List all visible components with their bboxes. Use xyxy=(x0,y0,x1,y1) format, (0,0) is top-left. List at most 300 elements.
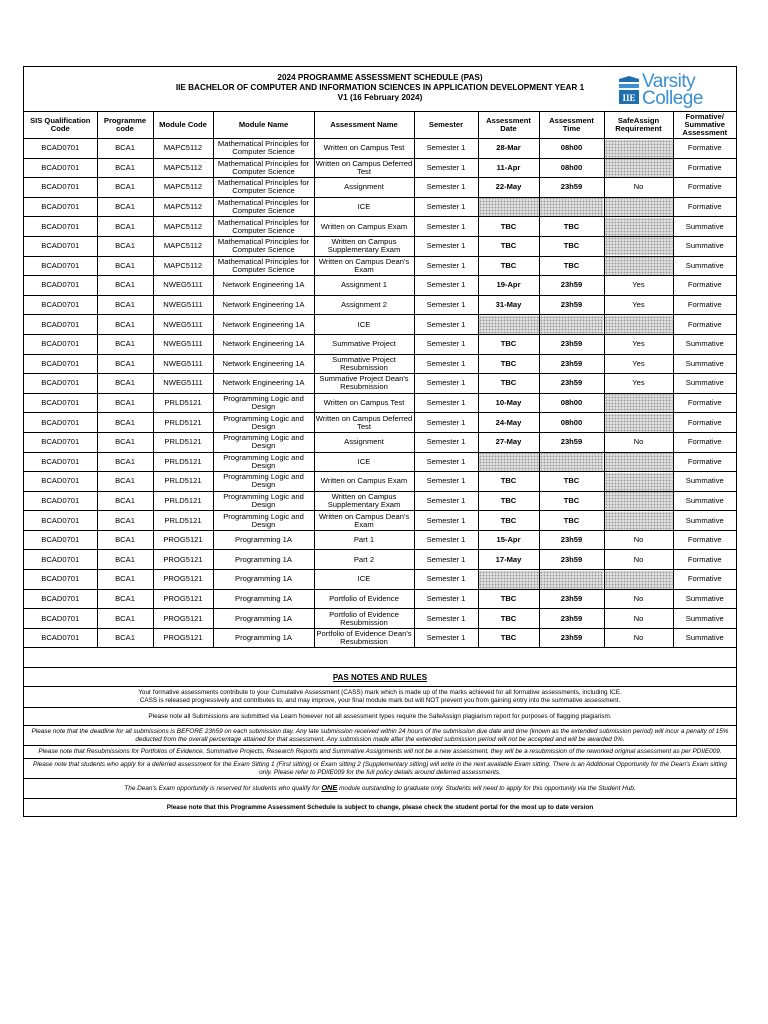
hatched-cell xyxy=(604,158,673,178)
semester-cell: Semester 1 xyxy=(414,530,478,550)
module-code-cell: NWEG5111 xyxy=(153,315,213,335)
assessment-time-cell: 23h59 xyxy=(539,589,604,609)
module-name-cell: Programming Logic and Design xyxy=(213,472,314,492)
assessment-time-cell: TBC xyxy=(539,236,604,256)
hatched-cell xyxy=(604,217,673,237)
semester-cell: Semester 1 xyxy=(414,550,478,570)
assessment-type-cell: Summative xyxy=(673,256,736,276)
programme-code-cell: BCA1 xyxy=(97,628,153,648)
table-row xyxy=(24,178,736,198)
assessment-type-cell: Summative xyxy=(673,374,736,394)
assessment-type-cell: Formative xyxy=(673,276,736,296)
schedule-header xyxy=(24,67,736,112)
assessment-type-cell: Formative xyxy=(673,530,736,550)
iie-shield-icon xyxy=(618,75,640,105)
module-name-cell: Mathematical Principles for Computer Science xyxy=(213,217,314,237)
note-cass xyxy=(24,687,736,707)
safeassign-cell: No xyxy=(604,589,673,609)
assessment-name-cell: Portfolio of Evidence Dean's Resubmission xyxy=(314,628,414,648)
logo-word-college: College xyxy=(642,88,703,109)
assessment-date-cell: 24-May xyxy=(478,413,539,433)
module-name-cell: Network Engineering 1A xyxy=(213,374,314,394)
assessment-date-cell: TBC xyxy=(478,334,539,354)
safeassign-cell: Yes xyxy=(604,374,673,394)
note-deans-exam xyxy=(24,779,736,799)
module-code-cell: MAPC5112 xyxy=(153,178,213,198)
assessment-name-cell: Part 2 xyxy=(314,550,414,570)
table-row xyxy=(24,354,736,374)
table-row xyxy=(24,432,736,452)
programme-name: IIE BACHELOR OF COMPUTER AND INFORMATION SCIENCES IN APPLICATION DEVELOPMENT YEAR 1 xyxy=(175,83,585,92)
safeassign-cell: No xyxy=(604,432,673,452)
note-deferred: Please note that students who apply for a deferred assessment for the Exam Sitting 1 (First sitting) or Exam sitting 2 (Supplementary sitting) will write in the next available Exam sitting. There is an Additional Opportunity for the Dean's Exam sitting only. Please refer to PDIIE009 for the full policy details around deferred assessments. xyxy=(24,759,736,779)
table-row xyxy=(24,452,736,472)
programme-code-cell: BCA1 xyxy=(97,197,153,217)
programme-code-cell: BCA1 xyxy=(97,511,153,531)
assessment-name-cell: Written on Campus Exam xyxy=(314,472,414,492)
hatched-cell xyxy=(604,393,673,413)
svg-text:IIE: IIE xyxy=(622,93,636,103)
module-code-cell: MAPC5112 xyxy=(153,139,213,159)
table-row xyxy=(24,550,736,570)
assessment-date-cell: TBC xyxy=(478,472,539,492)
semester-cell: Semester 1 xyxy=(414,570,478,590)
assessment-time-cell: TBC xyxy=(539,491,604,511)
sis-code-cell: BCAD0701 xyxy=(24,178,97,198)
assessment-date-cell: 11-Apr xyxy=(478,158,539,178)
module-code-cell: PROG5121 xyxy=(153,628,213,648)
assessment-time-cell: 23h59 xyxy=(539,178,604,198)
programme-code-cell: BCA1 xyxy=(97,236,153,256)
assessment-date-cell: 17-May xyxy=(478,550,539,570)
sis-code-cell: BCAD0701 xyxy=(24,354,97,374)
programme-code-cell: BCA1 xyxy=(97,550,153,570)
assessment-date-cell: 27-May xyxy=(478,432,539,452)
assessment-type-cell: Summative xyxy=(673,236,736,256)
assessment-time-cell: 23h59 xyxy=(539,295,604,315)
hatched-cell xyxy=(478,452,539,472)
semester-cell: Semester 1 xyxy=(414,589,478,609)
table-row xyxy=(24,374,736,394)
programme-code-cell: BCA1 xyxy=(97,609,153,629)
sis-code-cell: BCAD0701 xyxy=(24,334,97,354)
column-header: Module Code xyxy=(153,112,213,139)
module-code-cell: PROG5121 xyxy=(153,530,213,550)
assessment-name-cell: ICE xyxy=(314,315,414,335)
note-deadline: Please note that the deadline for all submissions is BEFORE 23h59 on each submission day. Any late submission received within 24 hours of the submission due date and time (known as the extended submission period) will incur a penalty of 15% deducted from the overall percentage attained for that assessment. Any submission made after the extended submission period will not be accepted and will be awarded 0%. xyxy=(24,726,736,746)
programme-code-cell: BCA1 xyxy=(97,178,153,198)
module-name-cell: Programming 1A xyxy=(213,550,314,570)
table-row xyxy=(24,628,736,648)
module-code-cell: NWEG5111 xyxy=(153,354,213,374)
hatched-cell xyxy=(539,570,604,590)
assessment-name-cell: Written on Campus Supplementary Exam xyxy=(314,236,414,256)
assessment-type-cell: Formative xyxy=(673,570,736,590)
note-deans-one: ONE xyxy=(321,783,338,793)
assessment-name-cell: Written on Campus Dean's Exam xyxy=(314,256,414,276)
sis-code-cell: BCAD0701 xyxy=(24,432,97,452)
assessment-type-cell: Formative xyxy=(673,413,736,433)
module-code-cell: PRLD5121 xyxy=(153,511,213,531)
safeassign-cell: Yes xyxy=(604,295,673,315)
pas-notes xyxy=(24,648,736,816)
module-name-cell: Mathematical Principles for Computer Science xyxy=(213,256,314,276)
programme-code-cell: BCA1 xyxy=(97,570,153,590)
safeassign-cell: Yes xyxy=(604,276,673,296)
module-code-cell: PRLD5121 xyxy=(153,491,213,511)
version-date: V1 (16 February 2024) xyxy=(337,93,423,102)
assessment-time-cell: TBC xyxy=(539,511,604,531)
semester-cell: Semester 1 xyxy=(414,374,478,394)
assessment-date-cell: TBC xyxy=(478,628,539,648)
assessment-time-cell: 23h59 xyxy=(539,334,604,354)
assessment-type-cell: Formative xyxy=(673,452,736,472)
hatched-cell xyxy=(539,197,604,217)
safeassign-cell: No xyxy=(604,550,673,570)
assessment-date-cell: TBC xyxy=(478,491,539,511)
assessment-time-cell: 23h59 xyxy=(539,628,604,648)
semester-cell: Semester 1 xyxy=(414,197,478,217)
assessment-time-cell: 23h59 xyxy=(539,550,604,570)
assessment-date-cell: TBC xyxy=(478,374,539,394)
hatched-cell xyxy=(604,452,673,472)
assessment-type-cell: Summative xyxy=(673,589,736,609)
assessment-type-cell: Formative xyxy=(673,139,736,159)
table-row xyxy=(24,334,736,354)
programme-code-cell: BCA1 xyxy=(97,354,153,374)
assessment-time-cell: 23h59 xyxy=(539,432,604,452)
sis-code-cell: BCAD0701 xyxy=(24,589,97,609)
assessment-type-cell: Summative xyxy=(673,491,736,511)
module-name-cell: Network Engineering 1A xyxy=(213,334,314,354)
notes-title: PAS NOTES AND RULES xyxy=(24,668,736,687)
safeassign-cell: No xyxy=(604,178,673,198)
assessment-type-cell: Formative xyxy=(673,393,736,413)
assessment-name-cell: Assignment 1 xyxy=(314,276,414,296)
module-code-cell: NWEG5111 xyxy=(153,334,213,354)
sis-code-cell: BCAD0701 xyxy=(24,256,97,276)
module-name-cell: Mathematical Principles for Computer Science xyxy=(213,139,314,159)
programme-code-cell: BCA1 xyxy=(97,276,153,296)
assessment-time-cell: 23h59 xyxy=(539,374,604,394)
assessment-time-cell: 23h59 xyxy=(539,609,604,629)
table-row xyxy=(24,393,736,413)
table-row xyxy=(24,256,736,276)
semester-cell: Semester 1 xyxy=(414,354,478,374)
assessment-type-cell: Formative xyxy=(673,295,736,315)
module-code-cell: PROG5121 xyxy=(153,589,213,609)
programme-code-cell: BCA1 xyxy=(97,472,153,492)
module-name-cell: Programming Logic and Design xyxy=(213,413,314,433)
assessment-type-cell: Summative xyxy=(673,334,736,354)
assessment-name-cell: Assignment 2 xyxy=(314,295,414,315)
hatched-cell xyxy=(539,315,604,335)
semester-cell: Semester 1 xyxy=(414,295,478,315)
sis-code-cell: BCAD0701 xyxy=(24,511,97,531)
safeassign-cell: No xyxy=(604,628,673,648)
assessment-name-cell: Written on Campus Dean's Exam xyxy=(314,511,414,531)
module-name-cell: Network Engineering 1A xyxy=(213,276,314,296)
assessment-date-cell: TBC xyxy=(478,589,539,609)
sis-code-cell: BCAD0701 xyxy=(24,217,97,237)
semester-cell: Semester 1 xyxy=(414,472,478,492)
assessment-name-cell: Portfolio of Evidence Resubmission xyxy=(314,609,414,629)
table-row xyxy=(24,236,736,256)
assessment-type-cell: Formative xyxy=(673,315,736,335)
hatched-cell xyxy=(604,491,673,511)
assessment-date-cell: 22-May xyxy=(478,178,539,198)
hatched-cell xyxy=(604,511,673,531)
semester-cell: Semester 1 xyxy=(414,393,478,413)
semester-cell: Semester 1 xyxy=(414,413,478,433)
table-row xyxy=(24,570,736,590)
programme-code-cell: BCA1 xyxy=(97,217,153,237)
hatched-cell xyxy=(604,256,673,276)
hatched-cell xyxy=(478,197,539,217)
programme-code-cell: BCA1 xyxy=(97,491,153,511)
module-code-cell: PRLD5121 xyxy=(153,393,213,413)
module-name-cell: Mathematical Principles for Computer Science xyxy=(213,158,314,178)
safeassign-cell: Yes xyxy=(604,334,673,354)
sis-code-cell: BCAD0701 xyxy=(24,295,97,315)
assessment-name-cell: Summative Project Resubmission xyxy=(314,354,414,374)
note-deans-text-b: module outstanding to graduate only. Students will need to apply for this opportunity via the Student Hub. xyxy=(337,785,636,793)
assessment-name-cell: Assignment xyxy=(314,432,414,452)
assessment-date-cell: 10-May xyxy=(478,393,539,413)
assessment-time-cell: TBC xyxy=(539,217,604,237)
module-name-cell: Programming 1A xyxy=(213,628,314,648)
semester-cell: Semester 1 xyxy=(414,491,478,511)
hatched-cell xyxy=(539,452,604,472)
module-code-cell: MAPC5112 xyxy=(153,197,213,217)
module-code-cell: MAPC5112 xyxy=(153,217,213,237)
assessment-table xyxy=(24,112,736,648)
assessment-date-cell: TBC xyxy=(478,609,539,629)
module-code-cell: PROG5121 xyxy=(153,609,213,629)
module-code-cell: MAPC5112 xyxy=(153,158,213,178)
varsity-college-logo xyxy=(618,73,730,107)
assessment-type-cell: Formative xyxy=(673,197,736,217)
semester-cell: Semester 1 xyxy=(414,276,478,296)
assessment-name-cell: Written on Campus Supplementary Exam xyxy=(314,491,414,511)
safeassign-cell: No xyxy=(604,530,673,550)
assessment-date-cell: 19-Apr xyxy=(478,276,539,296)
hatched-cell xyxy=(604,197,673,217)
assessment-type-cell: Formative xyxy=(673,178,736,198)
assessment-schedule-sheet xyxy=(23,66,737,817)
sis-code-cell: BCAD0701 xyxy=(24,628,97,648)
assessment-time-cell: 23h59 xyxy=(539,276,604,296)
module-code-cell: NWEG5111 xyxy=(153,295,213,315)
module-name-cell: Programming 1A xyxy=(213,589,314,609)
column-header: SIS Qualification Code xyxy=(24,112,97,139)
table-row xyxy=(24,609,736,629)
programme-code-cell: BCA1 xyxy=(97,452,153,472)
module-name-cell: Programming Logic and Design xyxy=(213,491,314,511)
semester-cell: Semester 1 xyxy=(414,609,478,629)
sis-code-cell: BCAD0701 xyxy=(24,276,97,296)
programme-code-cell: BCA1 xyxy=(97,432,153,452)
module-name-cell: Programming Logic and Design xyxy=(213,452,314,472)
assessment-name-cell: ICE xyxy=(314,452,414,472)
sis-code-cell: BCAD0701 xyxy=(24,139,97,159)
column-header: Assessment Name xyxy=(314,112,414,139)
semester-cell: Semester 1 xyxy=(414,334,478,354)
table-row xyxy=(24,197,736,217)
module-code-cell: PRLD5121 xyxy=(153,432,213,452)
semester-cell: Semester 1 xyxy=(414,217,478,237)
hatched-cell xyxy=(604,236,673,256)
column-header: Formative/ Summative Assessment xyxy=(673,112,736,139)
semester-cell: Semester 1 xyxy=(414,178,478,198)
module-name-cell: Programming Logic and Design xyxy=(213,393,314,413)
module-name-cell: Mathematical Principles for Computer Science xyxy=(213,236,314,256)
table-row xyxy=(24,217,736,237)
module-name-cell: Programming Logic and Design xyxy=(213,432,314,452)
assessment-name-cell: Written on Campus Exam xyxy=(314,217,414,237)
module-name-cell: Programming Logic and Design xyxy=(213,511,314,531)
module-name-cell: Mathematical Principles for Computer Science xyxy=(213,197,314,217)
programme-code-cell: BCA1 xyxy=(97,374,153,394)
module-code-cell: NWEG5111 xyxy=(153,276,213,296)
schedule-title: 2024 PROGRAMME ASSESSMENT SCHEDULE (PAS) xyxy=(277,73,483,82)
table-row xyxy=(24,589,736,609)
sis-code-cell: BCAD0701 xyxy=(24,393,97,413)
assessment-name-cell: Portfolio of Evidence xyxy=(314,589,414,609)
module-code-cell: PRLD5121 xyxy=(153,472,213,492)
assessment-name-cell: Summative Project Dean's Resubmission xyxy=(314,374,414,394)
programme-code-cell: BCA1 xyxy=(97,158,153,178)
programme-code-cell: BCA1 xyxy=(97,589,153,609)
semester-cell: Semester 1 xyxy=(414,452,478,472)
hatched-cell xyxy=(604,570,673,590)
assessment-date-cell: TBC xyxy=(478,354,539,374)
module-code-cell: PROG5121 xyxy=(153,570,213,590)
module-code-cell: PROG5121 xyxy=(153,550,213,570)
module-name-cell: Mathematical Principles for Computer Science xyxy=(213,178,314,198)
table-row xyxy=(24,511,736,531)
spacer-row xyxy=(24,648,736,668)
table-row xyxy=(24,472,736,492)
table-row xyxy=(24,276,736,296)
semester-cell: Semester 1 xyxy=(414,236,478,256)
assessment-type-cell: Formative xyxy=(673,432,736,452)
safeassign-cell: No xyxy=(604,609,673,629)
note-resubmission: Please note that Resubmissions for Portfolios of Evidence, Summative Projects, Research Reports and Summative Assignments will not be a new assessment, they will be a resubmission of the reworked original assessment as per PDIIE009. xyxy=(24,746,736,759)
assessment-time-cell: 08h00 xyxy=(539,158,604,178)
semester-cell: Semester 1 xyxy=(414,158,478,178)
programme-code-cell: BCA1 xyxy=(97,413,153,433)
module-name-cell: Network Engineering 1A xyxy=(213,354,314,374)
table-row xyxy=(24,139,736,159)
module-code-cell: MAPC5112 xyxy=(153,256,213,276)
semester-cell: Semester 1 xyxy=(414,628,478,648)
semester-cell: Semester 1 xyxy=(414,432,478,452)
note-subject-to-change: Please note that this Programme Assessment Schedule is subject to change, please check the student portal for the most up to date version xyxy=(166,803,594,811)
assessment-time-cell: 08h00 xyxy=(539,393,604,413)
programme-code-cell: BCA1 xyxy=(97,295,153,315)
assessment-time-cell: 23h59 xyxy=(539,530,604,550)
module-name-cell: Programming 1A xyxy=(213,570,314,590)
module-code-cell: PRLD5121 xyxy=(153,413,213,433)
hatched-cell xyxy=(604,139,673,159)
table-row xyxy=(24,413,736,433)
module-code-cell: MAPC5112 xyxy=(153,236,213,256)
column-header: Programme code xyxy=(97,112,153,139)
programme-code-cell: BCA1 xyxy=(97,139,153,159)
assessment-type-cell: Formative xyxy=(673,158,736,178)
assessment-date-cell: TBC xyxy=(478,511,539,531)
programme-code-cell: BCA1 xyxy=(97,315,153,335)
hatched-cell xyxy=(604,472,673,492)
assessment-name-cell: Assignment xyxy=(314,178,414,198)
assessment-time-cell: TBC xyxy=(539,472,604,492)
table-row xyxy=(24,295,736,315)
column-header: Module Name xyxy=(213,112,314,139)
column-header: Assessment Time xyxy=(539,112,604,139)
semester-cell: Semester 1 xyxy=(414,511,478,531)
sis-code-cell: BCAD0701 xyxy=(24,236,97,256)
note-safeassign: Please note all Submissions are submitted via Learn however not all assessment types require the SafeAssign plagiarism report for purposes of flagging plagiarism. xyxy=(24,708,736,727)
table-row xyxy=(24,530,736,550)
module-code-cell: NWEG5111 xyxy=(153,374,213,394)
semester-cell: Semester 1 xyxy=(414,139,478,159)
column-header: Assessment Date xyxy=(478,112,539,139)
assessment-type-cell: Summative xyxy=(673,609,736,629)
assessment-date-cell: 28-Mar xyxy=(478,139,539,159)
table-row xyxy=(24,315,736,335)
hatched-cell xyxy=(478,315,539,335)
note-cass-line2: CASS is released progressively and contributes to, and may improve, your final module mark but will NOT prevent you from gaining entry into the summative assessment. xyxy=(139,697,621,705)
table-body xyxy=(24,139,736,648)
note-deans-text-a: The Dean's Exam opportunity is reserved for students who qualify for xyxy=(124,785,322,793)
hatched-cell xyxy=(604,315,673,335)
assessment-name-cell: ICE xyxy=(314,570,414,590)
module-name-cell: Programming 1A xyxy=(213,609,314,629)
sis-code-cell: BCAD0701 xyxy=(24,609,97,629)
assessment-name-cell: Written on Campus Test xyxy=(314,393,414,413)
assessment-type-cell: Summative xyxy=(673,628,736,648)
assessment-name-cell: Written on Campus Deferred Test xyxy=(315,413,413,431)
sis-code-cell: BCAD0701 xyxy=(24,491,97,511)
sis-code-cell: BCAD0701 xyxy=(24,570,97,590)
sis-code-cell: BCAD0701 xyxy=(24,472,97,492)
assessment-type-cell: Summative xyxy=(673,472,736,492)
semester-cell: Semester 1 xyxy=(414,256,478,276)
semester-cell: Semester 1 xyxy=(414,315,478,335)
sis-code-cell: BCAD0701 xyxy=(24,550,97,570)
module-name-cell: Network Engineering 1A xyxy=(213,295,314,315)
assessment-type-cell: Summative xyxy=(673,354,736,374)
module-name-cell: Network Engineering 1A xyxy=(213,315,314,335)
assessment-date-cell: TBC xyxy=(478,217,539,237)
sis-code-cell: BCAD0701 xyxy=(24,413,97,433)
assessment-type-cell: Formative xyxy=(673,550,736,570)
programme-code-cell: BCA1 xyxy=(97,530,153,550)
column-header: Semester xyxy=(414,112,478,139)
assessment-type-cell: Summative xyxy=(673,217,736,237)
programme-code-cell: BCA1 xyxy=(97,256,153,276)
table-header-row xyxy=(24,112,736,139)
module-name-cell: Programming 1A xyxy=(213,530,314,550)
note-cass-line1: Your formative assessments contribute to your Cumulative Assessment (CASS) mark which is made up of the marks achieved for all formative assessments, including ICE. xyxy=(138,689,622,697)
hatched-cell xyxy=(604,413,673,433)
assessment-type-cell: Summative xyxy=(673,511,736,531)
assessment-time-cell: 23h59 xyxy=(539,354,604,374)
assessment-name-cell: Part 1 xyxy=(314,530,414,550)
module-code-cell: PRLD5121 xyxy=(153,452,213,472)
sis-code-cell: BCAD0701 xyxy=(24,452,97,472)
